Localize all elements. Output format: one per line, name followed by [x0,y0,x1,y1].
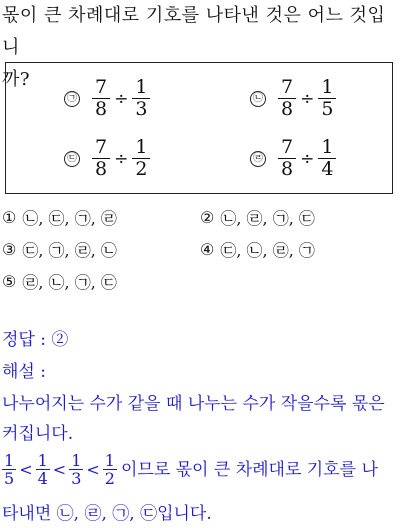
fraction-divisor: $\frac{1}{4}$ [318,137,336,180]
option-number: ④ [200,240,215,259]
question-line-2: 까? [2,69,31,90]
less-than-sign: < [19,459,33,479]
expression-b [250,77,338,120]
fraction-divisor: $\frac{1}{5}$ [318,77,336,120]
divide-sign: ÷ [300,148,315,169]
option-text: ㉢, ㉠, ㉣, ㉡ [22,241,117,260]
option-number: ⑤ [2,272,17,291]
option-number: ② [200,208,215,227]
fraction-dividend: $\frac{7}{8}$ [278,77,296,120]
less-than-sign: < [86,459,100,479]
mark-c: ㉢ [64,151,80,167]
explanation-line-2: 커집니다. [2,424,74,444]
mark-b: ㉡ [250,91,266,107]
expression-a [64,77,152,120]
option-text: ㉢, ㉡, ㉣, ㉠ [220,241,315,260]
explanation-line-1: 나누어지는 수가 같을 때 나누는 수가 작을수록 몫은 [2,394,385,414]
chain-fraction: 1 4 [37,451,48,488]
chain-fraction: 1 3 [71,451,82,488]
option-2[interactable] [200,206,315,229]
option-number: ① [2,208,17,227]
option-5[interactable] [2,270,117,293]
fraction-chain [2,452,378,487]
mark-a: ㉠ [64,91,80,107]
mark-d: ㉣ [250,151,266,167]
fraction-dividend: $\frac{7}{8}$ [92,77,110,120]
question-line-1: 몫이 큰 차례대로 기호를 나타낸 것은 어느 것입니 [2,5,386,58]
fraction-dividend: $\frac{7}{8}$ [278,137,296,180]
explanation-label: 해설 : [2,362,46,382]
divide-sign: ÷ [300,88,315,109]
answer-label: 정답 : ② [2,330,69,350]
fraction-divisor: $\frac{1}{2}$ [132,137,150,180]
expression-d [250,137,338,180]
option-text: ㉡, ㉣, ㉠, ㉢ [220,209,315,228]
chain-tail-text: 이므로 몫이 큰 차례대로 기호를 나 [120,459,378,480]
fraction-divisor: $\frac{1}{3}$ [132,77,150,120]
fraction-dividend: $\frac{7}{8}$ [92,137,110,180]
expression-c [64,137,152,180]
option-text: ㉡, ㉢, ㉠, ㉣ [22,209,117,228]
option-4[interactable] [200,238,315,261]
option-3[interactable] [2,238,117,261]
option-1[interactable] [2,206,117,229]
chain-fraction: 1 5 [4,451,15,488]
option-text: ㉣, ㉡, ㉠, ㉢ [22,273,117,292]
divide-sign: ÷ [114,148,129,169]
expression-box [5,62,393,194]
less-than-sign: < [52,459,67,479]
option-number: ③ [2,240,17,259]
chain-fraction: 1 2 [104,451,115,488]
divide-sign: ÷ [114,88,129,109]
explanation-last-line: 타내면 ㉡, ㉣, ㉠, ㉢입니다. [2,504,212,524]
